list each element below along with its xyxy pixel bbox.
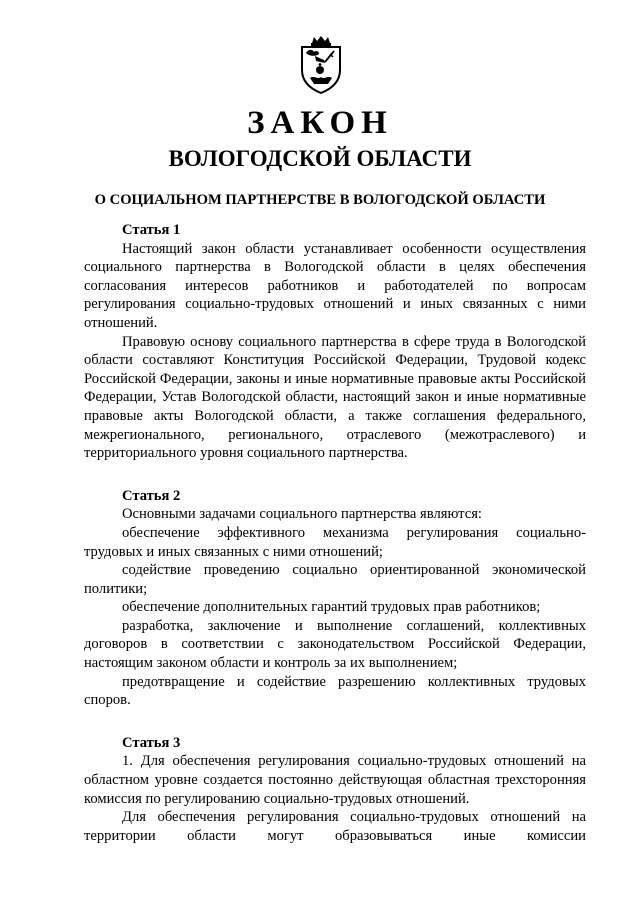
- paragraph: 1. Для обеспечения регулирования социально-трудовых отношений на областном уровне создается постоянно действующая областная трехсторонняя комиссия по регулированию социально-трудовых отношений.: [84, 753, 586, 807]
- paragraph: Правовую основу социального партнерства в сфере труда в Вологодской области составляют Конституция Российской Федерации, Трудовой кодекс Российской Федерации, законы и иные нормативные правовые акты Российской Федерации, Устав Вологодской области, настоящий закон и иные нормативные правовые акты Вологодской области, а также соглашения федерального, межрегионального, регионального, отраслевого (межотраслевого) и территориального уровня социального партнерства.: [84, 333, 586, 462]
- paragraph: Для обеспечения регулирования социально-трудовых отношений на территории области могут образовываться иные комиссии: [84, 809, 586, 844]
- paragraph: обеспечение дополнительных гарантий трудовых прав работников;: [122, 599, 541, 616]
- document-title: ЗАКОН: [247, 105, 393, 141]
- paragraph: Основными задачами социального партнерства являются:: [122, 506, 482, 523]
- article-heading: Статья 1: [122, 222, 181, 238]
- paragraph: разработка, заключение и выполнение соглашений, коллективных договоров в соответствии с законодательством Российской Федерации, настоящим законом области и контроль за их выполнением;: [84, 617, 586, 672]
- document-body: [84, 221, 586, 845]
- article-3: [84, 734, 586, 846]
- law-name: О СОЦИАЛЬНОМ ПАРТНЕРСТВЕ В ВОЛОГОДСКОЙ ОБЛАСТИ: [94, 192, 546, 208]
- paragraph: Настоящий закон области устанавливает особенности осуществления социального партнерства в Вологодской области в целях обеспечения согласования интересов работников и работодателей по вопросам регулирования социально-трудовых отношений и иных связанных с ними отношений.: [84, 240, 586, 331]
- paragraph: содействие проведению социально ориентированной экономической политики;: [84, 562, 586, 597]
- vologda-coat-of-arms-icon: [298, 36, 344, 94]
- document-subtitle: ВОЛОГОДСКОЙ ОБЛАСТИ: [168, 146, 472, 171]
- article-heading: Статья 3: [122, 734, 181, 751]
- article-2: [84, 487, 586, 710]
- article-1: [84, 221, 586, 463]
- paragraph: предотвращение и содействие разрешению коллективных трудовых споров.: [84, 673, 586, 709]
- paragraph: обеспечение эффективного механизма регулирования социально-трудовых и иных связанных с ними отношений;: [84, 524, 586, 560]
- article-heading: Статья 2: [122, 487, 181, 504]
